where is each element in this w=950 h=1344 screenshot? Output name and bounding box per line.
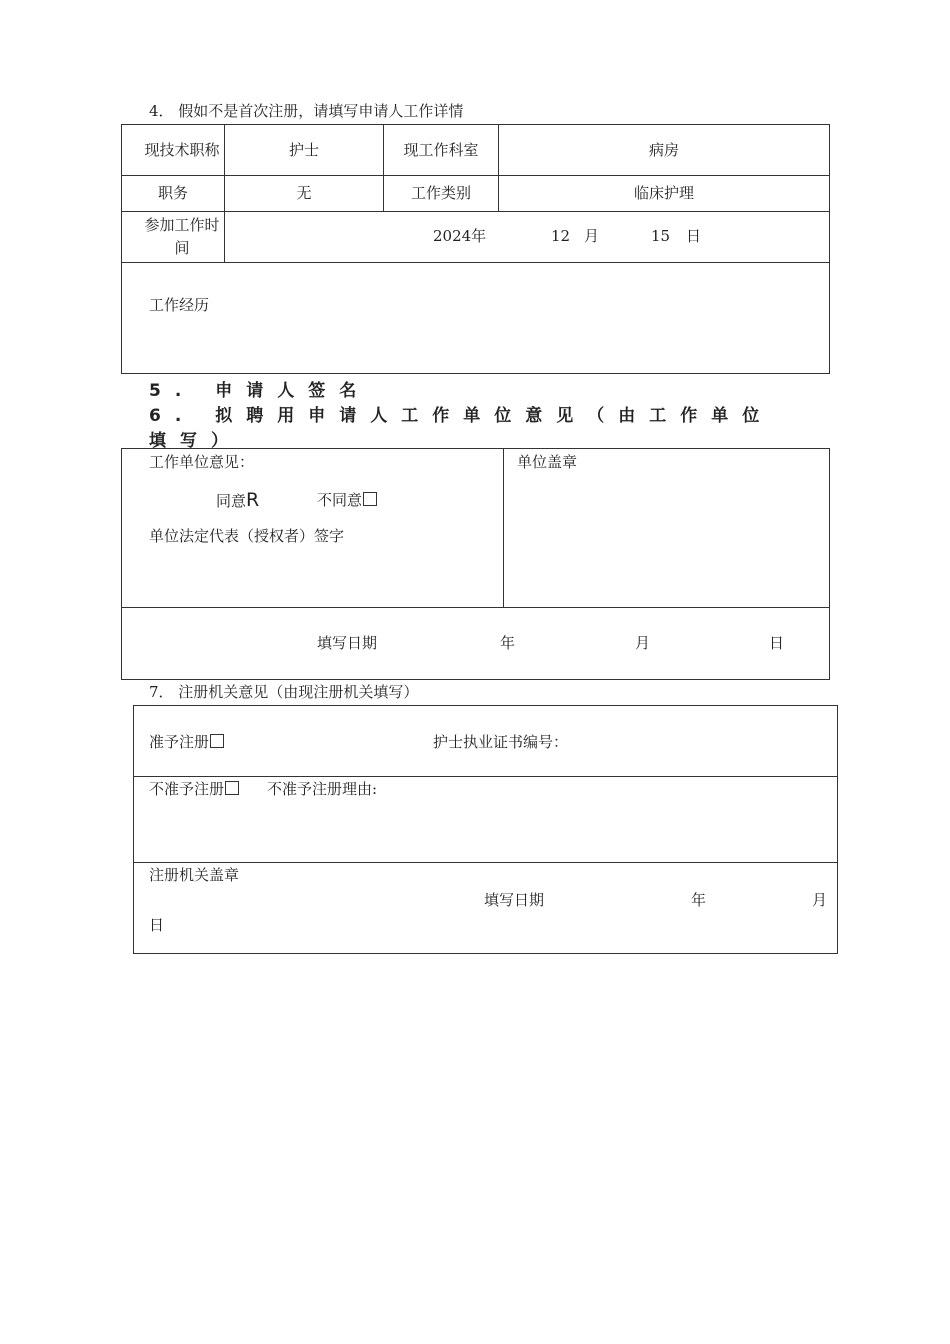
certificate-number-label: 护士执业证书编号： [433,733,569,751]
authority-date-label: 填写日期 [484,891,545,909]
position-value: 无 [296,184,312,202]
employer-stamp-label: 单位盖章 [517,453,578,471]
day-unit: 日 [686,227,702,245]
department-label: 现工作科室 [403,140,479,159]
employer-opinion-table [121,448,830,680]
disagree-option[interactable] [317,488,377,512]
department-value: 病房 [648,140,679,159]
approve-checkbox[interactable] [210,734,224,748]
work-category-value: 临床护理 [633,184,694,202]
employer-opinion-heading-cont: 填写） [149,431,242,451]
tech-title-label: 现技术职称 [144,140,220,159]
employer-opinion-heading: 6. 拟聘用申请人工作单位意见（由工作单位 [149,406,774,426]
reject-label: 不准予注册 [149,780,225,798]
table-divider [121,262,829,263]
table-divider [121,211,829,212]
employer-year-unit: 年 [500,634,516,652]
start-month: 12 [551,227,571,245]
position-label: 职务 [157,184,188,202]
registration-authority-heading: 7． 注册机关意见（由现注册机关填写） [149,683,419,701]
reject-reason-label: 不准予注册理由: [267,780,378,798]
tech-title-value: 护士 [288,140,319,159]
table-divider [503,448,504,608]
agree-option[interactable] [216,488,259,513]
employer-day-unit: 日 [769,634,785,652]
work-experience-label: 工作经历 [149,296,210,314]
employer-date-label: 填写日期 [317,634,378,652]
employer-opinion-label: 工作单位意见： [149,453,255,471]
work-category-label: 工作类别 [410,184,471,202]
representative-signature-label: 单位法定代表（授权者）签字 [149,527,345,545]
authority-stamp-label: 注册机关盖章 [149,866,240,884]
authority-month-unit: 月 [812,891,828,909]
agree-check-mark: R [246,489,260,511]
start-date-label: 参加工作时间 [144,216,220,257]
start-day: 15 [651,227,671,245]
start-year: 2024年 [433,227,487,245]
employer-month-unit: 月 [635,634,651,652]
reject-option[interactable] [149,777,239,801]
approve-option[interactable] [149,730,224,754]
applicant-signature-heading: 5. 申请人签名 [149,381,371,401]
authority-day-unit: 日 [149,916,165,934]
reject-checkbox[interactable] [225,781,239,795]
disagree-checkbox[interactable] [363,492,377,506]
agree-label: 同意 [216,492,247,510]
month-unit: 月 [584,227,600,245]
approve-label: 准予注册 [149,733,210,751]
section4-heading: 4． 假如不是首次注册，请填写申请人工作详情 [149,102,464,120]
authority-year-unit: 年 [691,891,707,909]
disagree-label: 不同意 [317,491,363,509]
table-divider [121,607,829,608]
